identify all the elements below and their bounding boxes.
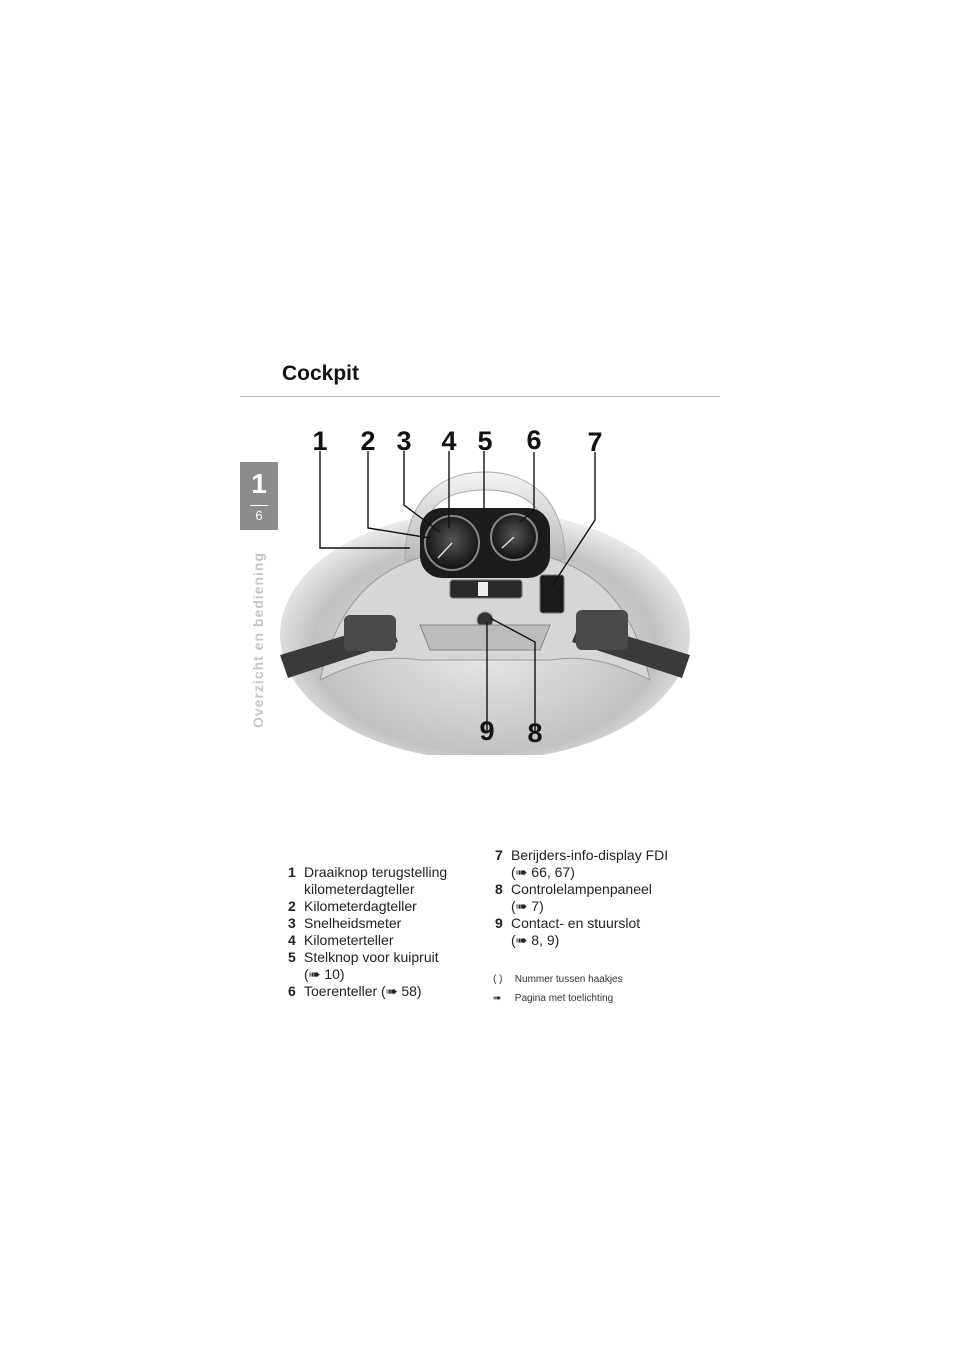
legend-text: Berijders-info-display FDI (511, 847, 669, 863)
note-row (493, 970, 623, 989)
legend-number: 1 (288, 864, 296, 880)
legend-item (288, 915, 478, 932)
callout-9: 9 (479, 716, 495, 746)
legend-number: 3 (288, 915, 296, 931)
legend-page-ref[interactable]: (➠ 8, 9) (511, 932, 560, 948)
legend-item (288, 932, 478, 949)
legend-number: 4 (288, 932, 296, 948)
chapter-number: 1 (251, 468, 267, 499)
legend-text: Stelknop voor kuipruit (304, 949, 439, 965)
symbol-notes (493, 970, 623, 1008)
legend-text: Kilometerdagteller (304, 898, 417, 914)
chapter-tab (240, 462, 278, 530)
callout-2: 2 (360, 426, 376, 456)
legend-text: Toerenteller (➠ 58) (304, 983, 422, 999)
chapter-divider (250, 505, 268, 506)
callout-1: 1 (312, 426, 328, 456)
legend-number: 7 (495, 847, 503, 863)
legend-text: Controlelampenpaneel (511, 881, 652, 897)
legend-item (495, 881, 695, 915)
callout-4: 4 (441, 426, 457, 456)
page-title: Cockpit (282, 362, 360, 385)
right-switch-unit (576, 610, 628, 650)
callout-6: 6 (526, 425, 542, 455)
callout-8: 8 (527, 718, 543, 748)
arrow-icon: ➠ (493, 993, 502, 1004)
legend-text: Draaiknop terugstelling kilometerdagteller (304, 864, 448, 897)
legend-item (495, 847, 695, 881)
legend-item (495, 915, 695, 949)
title-divider (240, 396, 720, 397)
cockpit-photo (280, 410, 690, 755)
legend-text: Contact- en stuurslot (511, 915, 641, 931)
side-chapter-label: Overzicht en bediening (250, 551, 266, 729)
triple-clamp (420, 625, 550, 650)
legend-text: Kilometerteller (304, 932, 394, 948)
note-row (493, 989, 623, 1008)
legend-number: 9 (495, 915, 503, 931)
note-text: Pagina met toelichting (514, 993, 614, 1004)
note-symbol: ( ) (493, 974, 503, 985)
legend-item (288, 983, 478, 1000)
legend-left-column (288, 864, 478, 1000)
legend-text: Snelheidsmeter (304, 915, 402, 931)
legend-item (288, 898, 478, 915)
legend-right-column (495, 847, 695, 949)
legend-number: 5 (288, 949, 296, 965)
legend-number: 2 (288, 898, 296, 914)
legend-number: 6 (288, 983, 296, 999)
legend-number: 8 (495, 881, 503, 897)
callout-3: 3 (396, 426, 412, 456)
fdi-display (540, 575, 564, 613)
neutral-light-icon (478, 582, 488, 596)
legend-page-ref[interactable]: (➠ 7) (511, 898, 544, 914)
legend-page-ref[interactable]: (➠ 66, 67) (511, 864, 575, 880)
legend-page-ref[interactable]: (➠ 10) (304, 966, 345, 982)
note-text: Nummer tussen haakjes (514, 974, 623, 985)
callout-7: 7 (587, 427, 603, 457)
callout-5: 5 (477, 426, 493, 456)
legend-item (288, 949, 478, 983)
legend-item (288, 864, 478, 898)
page-number: 6 (255, 508, 263, 523)
left-switch-unit (344, 615, 396, 651)
